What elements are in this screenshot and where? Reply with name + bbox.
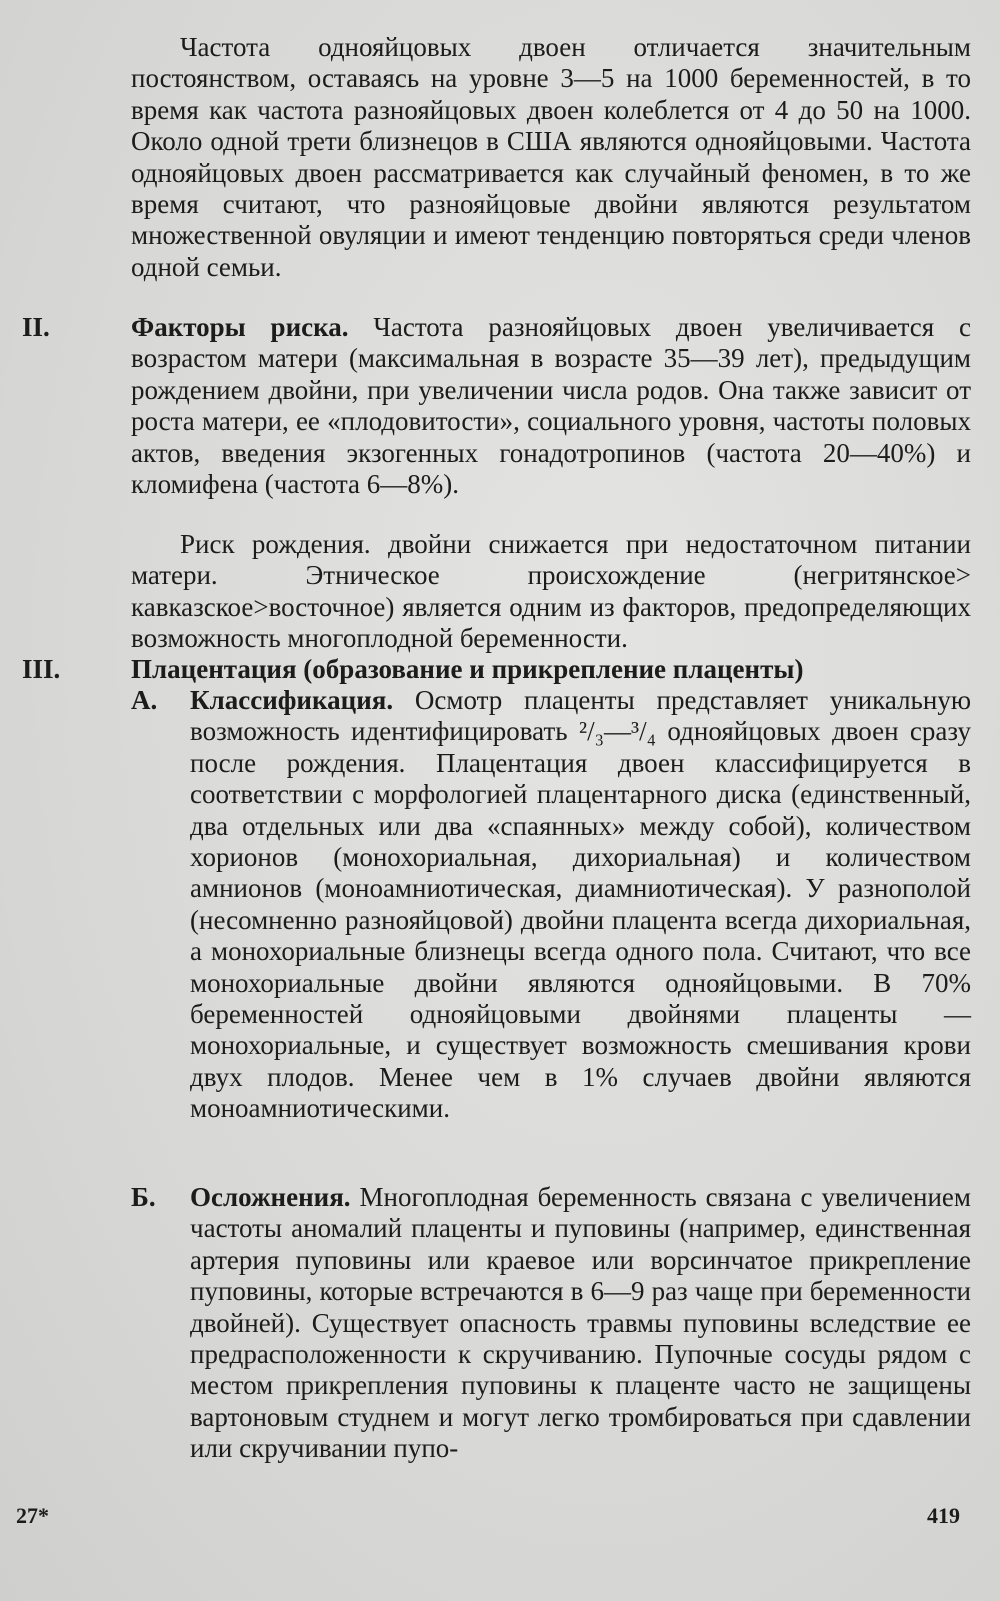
page-number: 419 <box>927 1503 960 1528</box>
subsection-letter-a: А. <box>131 685 158 715</box>
subsection-letter-b: Б. <box>131 1182 156 1212</box>
subsection-complications <box>190 1182 971 1465</box>
signature-mark: 27* <box>16 1503 49 1528</box>
section-number-iii: III. <box>22 654 61 684</box>
placentation-heading: Плацентация (образование и прикрепление плаценты) <box>131 654 804 684</box>
intro-paragraph: Частота однояйцовых двоен отличается значительным постоянством, оставаясь на уровне 3—5 на 1000 беременностей, в то время как частота разнояйцовых двоен колеблется от 4 до 50 на 1000. Около одной трети близнецов в США являются однояйцовыми. Частота однояйцовых двоен рассматривается как случайный феномен, в то же время считают, что разнояйцовые двойни являются результатом множественной овуляции и имеют тенденцию повторяться среди членов одной семьи. <box>131 32 971 282</box>
complications-heading: Осложнения. <box>190 1182 351 1212</box>
classification-text-2: однояйцовых двоен сразу после рождения. Плацентация двоен классифицируется в соответствии с морфологией плацентарного диска (единственный, два отдельных или два «спаянных» между собой), количеством хорионов (монохориальная, дихориальная) и количеством амнионов (моноамниотическая, диамниотическая). У разнополой (несомненно разнояйцовой) двойни плацента всегда дихориальная, а монохориальные близнецы всегда одного пола. Считают, что все монохориальные двойни являются однояйцовыми. В 70% беременностей однояйцовыми двойнями плаценты — монохориальные, и существует возможность смешивания крови двух плодов. Менее чем в 1% случаев двойни являются моноамниотическими. <box>190 716 972 1124</box>
section-risk-factors <box>131 312 971 500</box>
complications-text: Многоплодная беременность связана с увеличением частоты аномалий плаценты и пуповины (например, единственная артерия пуповины или краевое или ворсинчатое прикрепление пуповины, которые встречаются в 6—9 раз чаще при беременности двойней). Существует опасность травмы пуповины вследствие ее предрасположенности к скручиванию. Пупочные сосуды рядом с местом прикрепления пуповины к плаценте часто не защищены вартоновым студнем и могут легко тромбироваться при сдавлении или скручивании пупо- <box>190 1182 971 1464</box>
classification-text-1: Осмотр плаценты представляет уникальную возможность идентифицировать <box>190 685 971 747</box>
fraction-two-thirds-three-quarters: ²/₃—³/₄ <box>578 716 657 747</box>
risk-paragraph-2: Риск рождения. двойни снижается при недостаточном питании матери. Этническое происхождение (негритянское> кавказское>восточное) является одним из факторов, предопределяющих возможность многоплодной беременности. <box>131 529 971 654</box>
section-heading-risk-factors: Факторы риска. <box>131 312 349 342</box>
section-risk-factors-text: Частота разнояйцовых двоен увеличивается с возрастом матери (максимальная в возрасте 35—39 лет), предыдущим рождением двойни, при увеличении числа родов. Она также зависит от роста матери, ее «плодовитости», социального уровня, частоты половых актов, введения экзогенных гонадотропинов (частота 20—40%) и кломифена (частота 6—8%). <box>131 312 971 500</box>
section-number-ii: II. <box>22 312 50 342</box>
subsection-classification <box>190 685 971 1125</box>
classification-heading: Классификация. <box>190 685 394 715</box>
section-heading-placentation <box>131 654 971 685</box>
